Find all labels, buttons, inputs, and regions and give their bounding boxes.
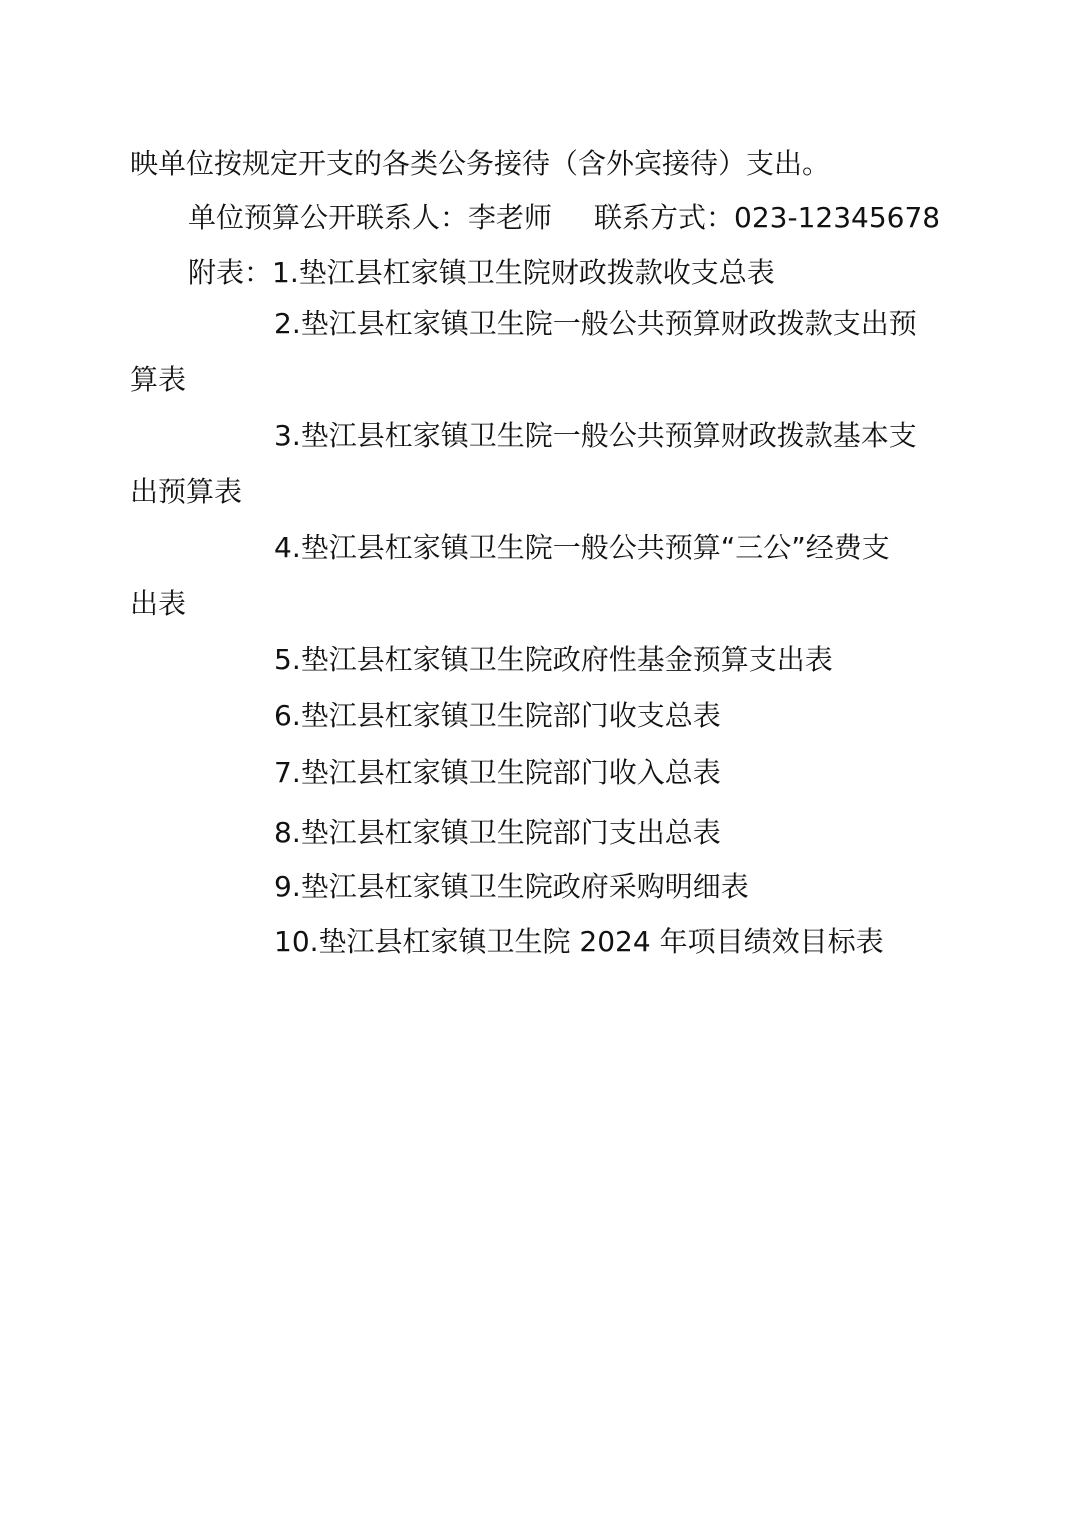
attachment-item-2-continued: 算表: [130, 363, 187, 396]
attachment-item-4-continued: 出表: [130, 587, 187, 620]
attachment-item-3: 3.垫江县杠家镇卫生院一般公共预算财政拨款基本支: [274, 419, 917, 452]
attachment-item-3-continued: 出预算表: [130, 475, 243, 508]
body-text-line: 映单位按规定开支的各类公务接待（含外宾接待）支出。: [130, 147, 831, 180]
attachment-item-8: 8.垫江县杠家镇卫生院部门支出总表: [274, 816, 721, 849]
contact-line: [188, 200, 940, 236]
attachment-heading: 附表：: [188, 256, 273, 289]
attachment-item-2: 2.垫江县杠家镇卫生院一般公共预算财政拨款支出预: [274, 307, 917, 340]
attachment-item-6: 6.垫江县杠家镇卫生院部门收支总表: [274, 699, 721, 732]
attachment-item-4: 4.垫江县杠家镇卫生院一般公共预算“三公”经费支: [274, 531, 890, 564]
attachment-item-1: 1.垫江县杠家镇卫生院财政拨款收支总表: [272, 256, 775, 289]
contact-person: 单位预算公开联系人：李老师: [188, 201, 553, 234]
attachment-item-7: 7.垫江县杠家镇卫生院部门收入总表: [274, 756, 721, 789]
attachment-item-9: 9.垫江县杠家镇卫生院政府采购明细表: [274, 870, 749, 903]
attachment-item-10: 10.垫江县杠家镇卫生院 2024 年项目绩效目标表: [274, 925, 884, 958]
attachment-first-line: [188, 255, 775, 291]
contact-method: 联系方式：023-12345678: [594, 201, 941, 234]
attachment-item-5: 5.垫江县杠家镇卫生院政府性基金预算支出表: [274, 643, 833, 676]
